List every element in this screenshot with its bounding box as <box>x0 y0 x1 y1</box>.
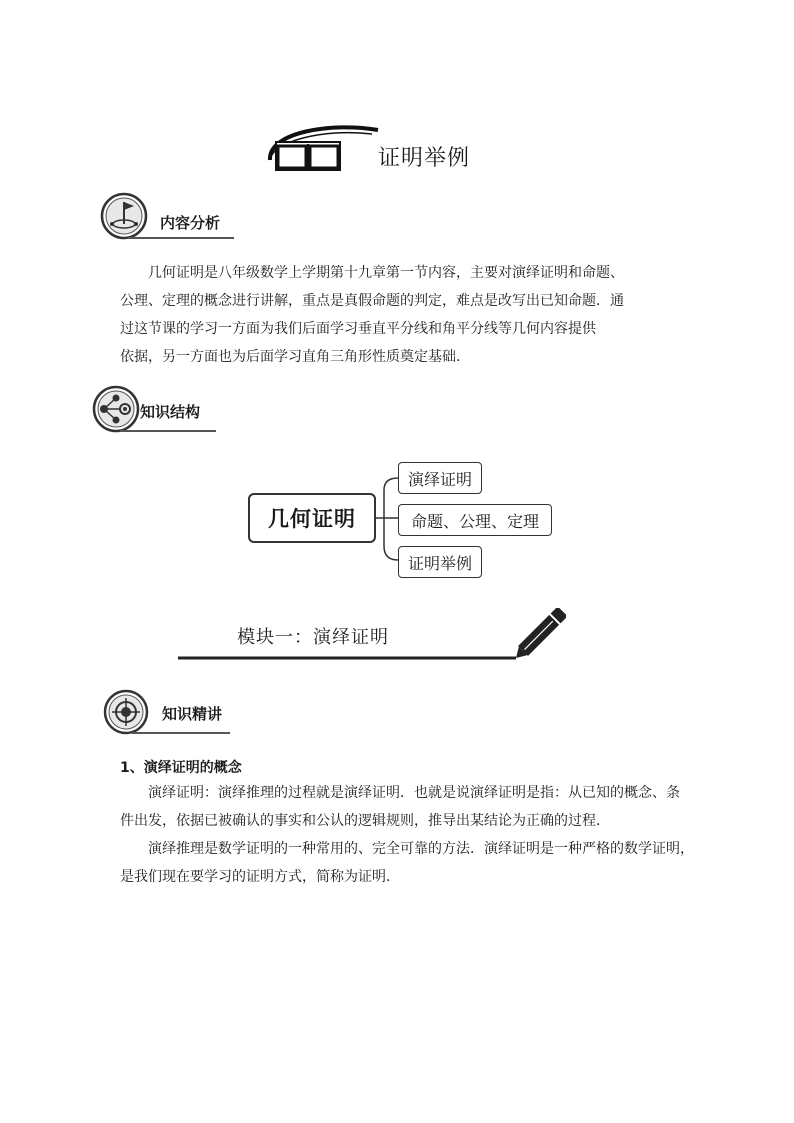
mindmap-root: 几何证明 <box>248 493 376 543</box>
mindmap-node-deductive-proof: 演绎证明 <box>398 462 482 494</box>
paragraph-line: 几何证明是八年级数学上学期第十九章第一节内容，主要对演绎证明和命题、 <box>148 265 624 281</box>
concept-heading: 1、演绎证明的概念 <box>120 760 242 776</box>
paragraph-line: 公理、定理的概念进行讲解，重点是真假命题的判定，难点是改写出已知命题．通 <box>120 293 624 309</box>
paragraph-line: 件出发，依据已被确认的事实和公认的逻辑规则，推导出某结论为正确的过程． <box>120 813 610 829</box>
open-book-icon <box>262 120 382 180</box>
page-title: 证明举例 <box>378 146 471 171</box>
paragraph-line: 演绎推理是数学证明的一种常用的、完全可靠的方法．演绎证明是一种严格的数学证明， <box>148 841 694 857</box>
pencil-icon <box>176 608 566 664</box>
paragraph-line: 依据，另一方面也为后面学习直角三角形性质奠定基础． <box>120 349 470 365</box>
paragraph-line: 演绎证明：演绎推理的过程就是演绎证明．也就是说演绎证明是指：从已知的概念、条 <box>148 785 680 801</box>
module-title: 模块一：演绎证明 <box>237 627 389 648</box>
paragraph-line: 过这节课的学习一方面为我们后面学习垂直平分线和角平分线等几何内容提供 <box>120 321 596 337</box>
section-label-content-analysis: 内容分析 <box>160 214 221 232</box>
paragraph-line: 是我们现在要学习的证明方式，简称为证明． <box>120 869 400 885</box>
mindmap-node-proof-examples: 证明举例 <box>398 546 482 578</box>
concept-paragraph <box>120 779 700 891</box>
content-analysis-paragraph <box>120 259 700 371</box>
mindmap-node-propositions: 命题、公理、定理 <box>398 504 552 536</box>
section-label-knowledge-structure: 知识结构 <box>140 403 201 421</box>
section-label-knowledge-explain: 知识精讲 <box>162 705 223 723</box>
